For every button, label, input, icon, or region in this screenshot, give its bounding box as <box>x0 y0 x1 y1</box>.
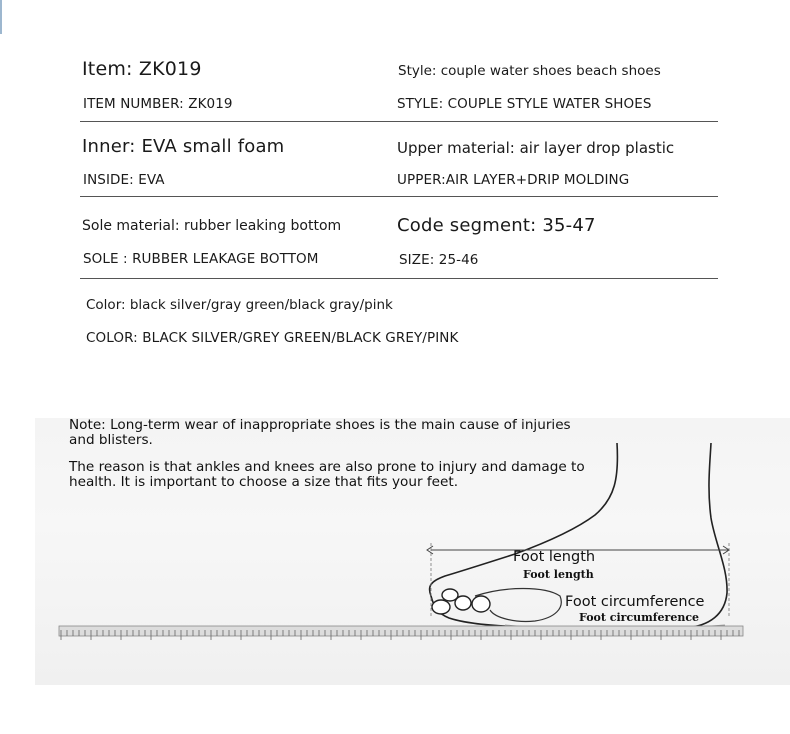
ruler-bar <box>59 626 743 636</box>
code-segment-label: Code segment: 35-47 <box>397 215 596 236</box>
item-label: Item: ZK019 <box>82 58 202 80</box>
item-number-label: ITEM NUMBER: ZK019 <box>83 96 233 112</box>
upper-caps-label: UPPER:AIR LAYER+DRIP MOLDING <box>397 172 630 188</box>
note-text-2: The reason is that ankles and knees are also prone to injury and damage to health. It is important to choose a size that fits your feet. <box>69 459 585 490</box>
style-caps-label: STYLE: COUPLE STYLE WATER SHOES <box>397 96 652 112</box>
sole-caps-label: SOLE : RUBBER LEAKAGE BOTTOM <box>83 251 319 267</box>
sole-label: Sole material: rubber leaking bottom <box>82 218 342 234</box>
corner-accent <box>0 0 2 34</box>
color-caps-label: COLOR: BLACK SILVER/GREY GREEN/BLACK GREY/PINK <box>86 330 459 346</box>
foot-length-sublabel: Foot length <box>523 568 594 581</box>
inner-label: Inner: EVA small foam <box>82 136 285 157</box>
upper-label: Upper material: air layer drop plastic <box>397 139 675 157</box>
size-guide-panel <box>35 418 790 685</box>
divider-2 <box>80 196 718 197</box>
color-label: Color: black silver/gray green/black gray/pink <box>86 297 393 313</box>
toe-4 <box>472 596 490 612</box>
toe-3 <box>455 596 471 610</box>
note-text-1: Note: Long-term wear of inappropriate shoes is the main cause of injuries and blisters. <box>69 417 571 448</box>
inside-caps-label: INSIDE: EVA <box>83 172 165 188</box>
foot-circumference-label: Foot circumference <box>565 594 705 610</box>
divider-1 <box>80 121 718 122</box>
toe-1 <box>432 600 450 614</box>
foot-circumference-sublabel: Foot circumference <box>579 611 700 624</box>
size-caps-label: SIZE: 25-46 <box>399 252 479 268</box>
divider-3 <box>80 278 718 279</box>
foot-length-label: Foot length <box>513 549 596 565</box>
style-label: Style: couple water shoes beach shoes <box>398 63 661 79</box>
